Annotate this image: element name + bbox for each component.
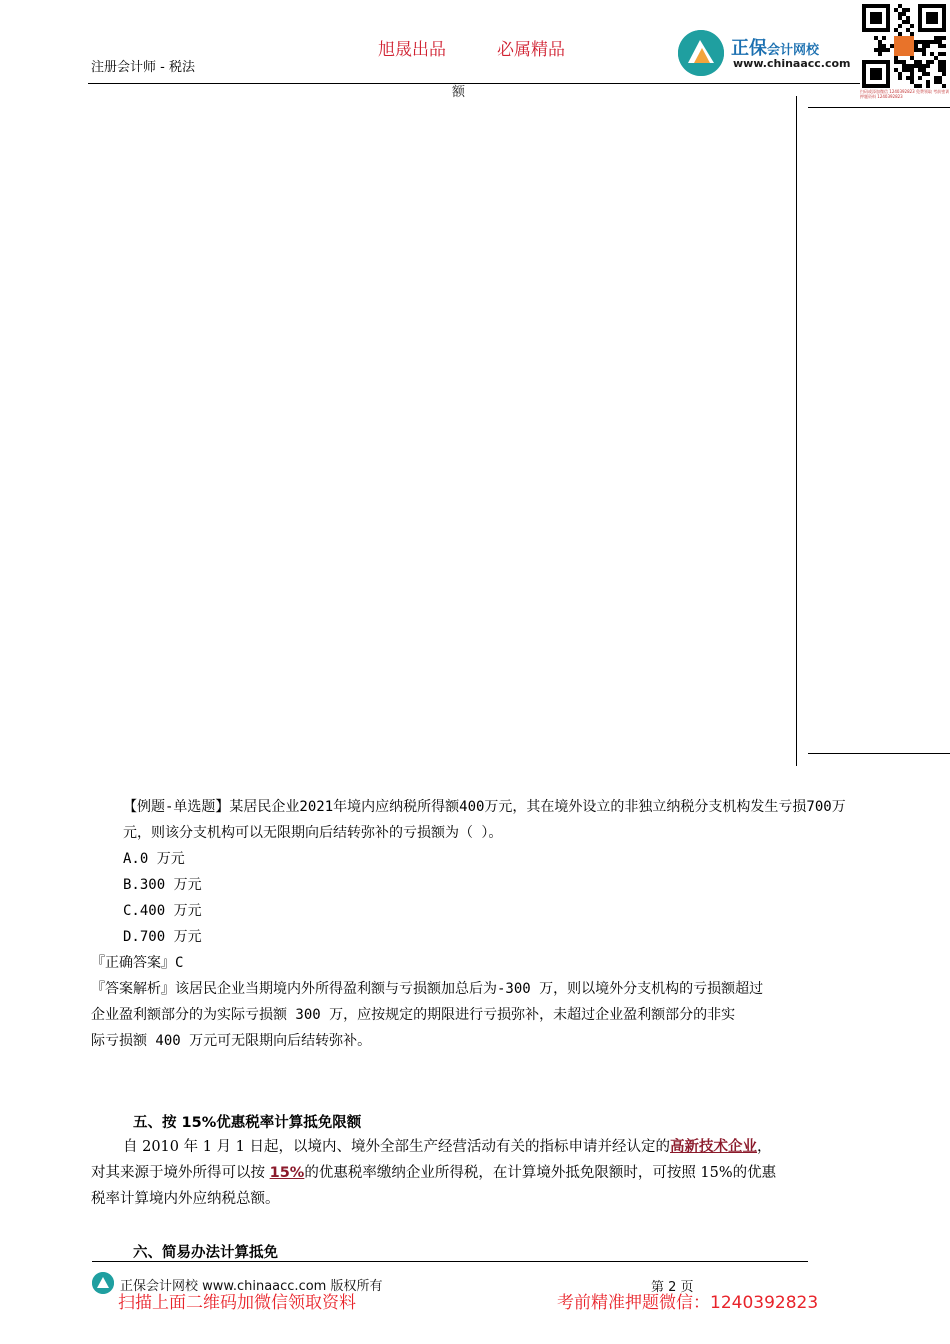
answer-analysis-line-1: 『答案解析』该居民企业当期境内外所得盈利额与亏损额加总后为-300 万，则以境外分支机构的亏损额超过 [91,981,764,997]
brand-name-main: 正保 [731,38,767,59]
qr-caption: 扫码或添加微信 1240392823 免费领取 考前密训押题资料 1240392823 [860,89,950,99]
footer-divider [92,1261,808,1262]
highlight-rate: 15% [269,1165,305,1181]
table-border-top [808,107,950,108]
table-border-bottom [808,753,950,754]
slogan-2: 必属精品 [497,40,565,60]
header-divider [88,83,860,84]
highlight-high-tech-enterprise: 高新技术企业 [670,1139,758,1155]
option-a: A.0 万元 [123,851,185,867]
section-6-heading: 六、简易办法计算抵免 [133,1245,278,1261]
promo-wechat: 考前精准押题微信：1240392823 [557,1293,819,1313]
section-5-text-1: 自 2010 年 1 月 1 日起，以境内、境外全部生产经营活动有关的指标申请并经认定的 [123,1139,671,1155]
option-d: D.700 万元 [123,929,202,945]
answer-analysis-line-3: 际亏损额 400 万元可无限期向后结转弥补。 [91,1033,372,1049]
promo-scan-qr: 扫描上面二维码加微信领取资料 [118,1293,356,1313]
correct-answer: 『正确答案』C [91,955,184,971]
example-question [91,794,861,1054]
footer-logo-icon [92,1272,114,1294]
brand-name-sub: 会计网校 [767,43,820,58]
section-5-text-2: ， [757,1139,772,1155]
table-border-vertical [796,96,797,766]
section-5-heading: 五、按 15%优惠税率计算抵免限额 [133,1115,362,1131]
option-c: C.400 万元 [123,903,202,919]
brand-url: www.chinaacc.com [733,57,851,70]
footer-copyright: 正保会计网校 www.chinaacc.com 版权所有 [120,1279,383,1294]
qr-code-icon [862,4,946,88]
question-stem: 【例题-单选题】某居民企业2021年境内应纳税所得额400万元，其在境外设立的非独立纳税分支机构发生亏损700万元，则该分支机构可以无限期向后结转弥补的亏损额为（ ）。 [123,799,846,841]
brand-logo-icon [678,30,724,76]
page-number: 第 2 页 [651,1280,694,1295]
slogan-1: 旭晟出品 [378,40,446,60]
answer-analysis-line-2: 企业盈利额部分的为实际亏损额 300 万，应按规定的期限进行亏损弥补，未超过企业盈利额部分的非实 [91,1007,736,1023]
section-5-text-4: 的优惠税率缴纳企业所得税，在计算境外抵免限额时，可按照 15%的优惠 [304,1165,777,1181]
stray-character: 额 [452,85,466,100]
section-5-text-3: 对其来源于境外所得可以按 [91,1165,270,1181]
section-5-body [91,1134,861,1212]
document-title: 注册会计师 - 税法 [91,60,195,75]
section-5-text-5: 税率计算境内外应纳税总额。 [91,1191,280,1207]
option-b: B.300 万元 [123,877,202,893]
